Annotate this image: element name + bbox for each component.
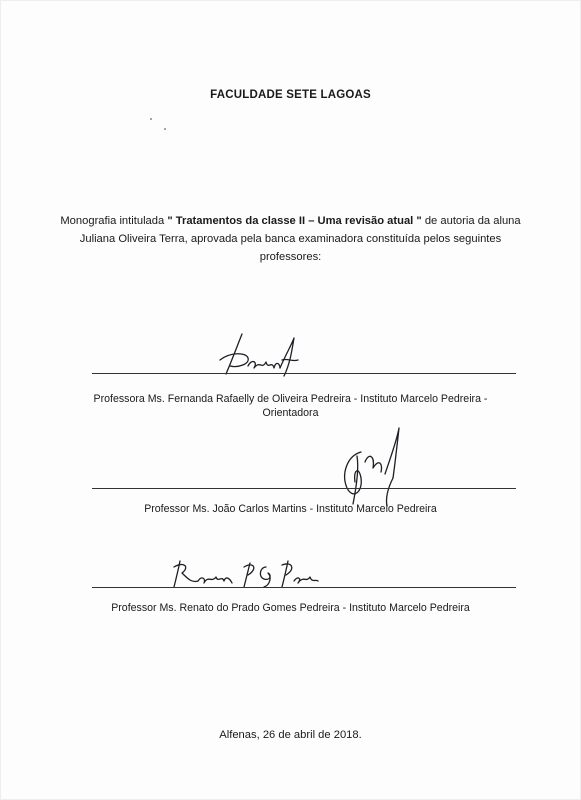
statement-prefix: Monografia intitulada	[60, 215, 165, 227]
signature-image-1	[212, 330, 302, 385]
examiner-caption-3	[60, 601, 521, 615]
signature-image-3	[170, 557, 320, 598]
signature-line-2	[92, 488, 516, 489]
signature-line-1	[92, 373, 516, 374]
institution-name: FACULDADE SETE LAGOAS	[210, 89, 371, 101]
examiner-1-name: Professora Ms. Fernanda Rafaelly de Oliveira Pedreira - Instituto Marcelo Pedreira -	[93, 393, 488, 405]
scan-speck	[150, 118, 152, 120]
scan-speck	[164, 128, 166, 130]
examiner-1-role: Orientadora	[262, 407, 319, 419]
examiner-3-name: Professor Ms. Renato do Prado Gomes Pedreira - Instituto Marcelo Pedreira	[111, 602, 470, 614]
signature-line-3	[92, 587, 516, 588]
statement-suffix: de autoria da aluna Juliana Oliveira Terra, aprovada pela banca examinadora constituída pelos seguintes professores:	[79, 215, 521, 263]
examiner-caption-2	[60, 502, 521, 516]
examiner-caption-1	[60, 392, 521, 420]
examiner-2-name: Professor Ms. João Carlos Martins - Instituto Marcelo Pedreira	[144, 503, 437, 515]
monograph-title: " Tratamentos da classe II – Uma revisão atual "	[167, 215, 422, 227]
approval-statement	[60, 212, 521, 266]
document-date: Alfenas, 26 de abril de 2018.	[219, 729, 362, 741]
